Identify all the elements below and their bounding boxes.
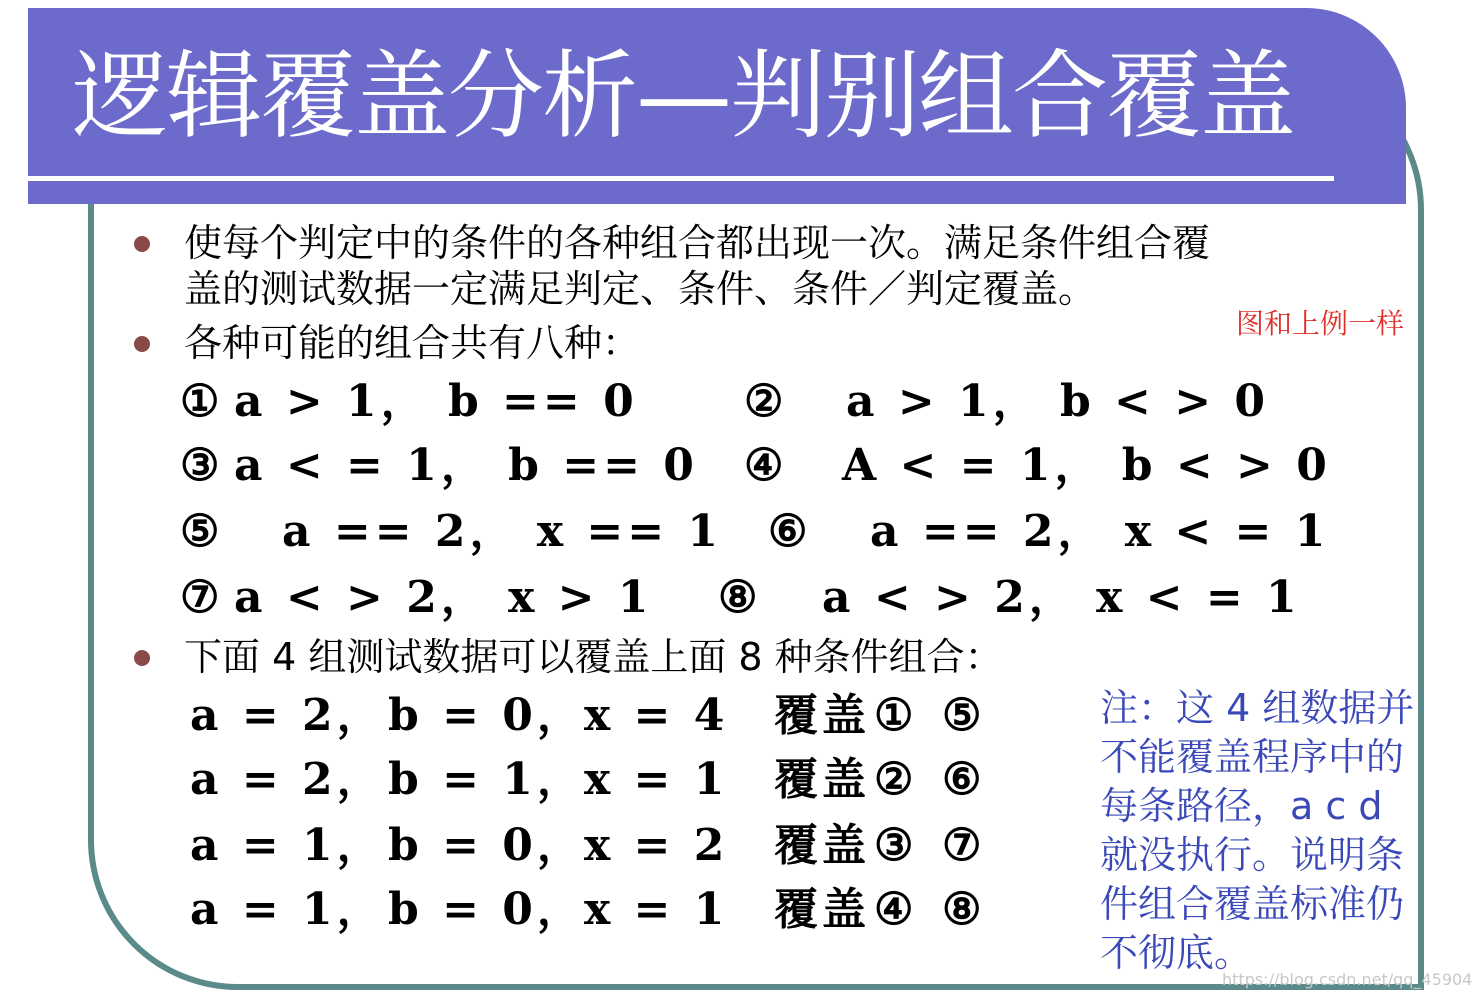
title-divider: [28, 176, 1334, 181]
combination-8-num: ⑧: [718, 572, 762, 623]
bullet-3-text: 下面 4 组测试数据可以覆盖上面 8 种条件组合：: [184, 635, 1003, 679]
blue-note-line-1: 注：这 4 组数据并: [1100, 686, 1415, 730]
test-row-2-a: a = 2，: [190, 754, 385, 805]
combination-1-expr: a > 1， b == 0: [234, 376, 638, 427]
bullet-dot: [134, 236, 150, 252]
test-row-3-a: a = 1，: [190, 820, 385, 871]
blue-note-line-2: 不能覆盖程序中的: [1100, 735, 1405, 779]
test-row-2-c2: ⑥: [942, 754, 986, 805]
combination-5-expr: a == 2， x == 1: [282, 506, 723, 557]
combination-4-num: ④: [744, 440, 788, 491]
title-bar: [28, 8, 1406, 204]
test-row-2-c1: ②: [874, 754, 918, 805]
test-row-3-c2: ⑦: [942, 820, 986, 871]
bullet-2-text: 各种可能的组合共有八种：: [184, 321, 641, 365]
test-row-1-b: b = 0，: [388, 690, 585, 741]
bullet-1-line-1: 使每个判定中的条件的各种组合都出现一次。满足条件组合覆: [184, 221, 1211, 265]
combination-2-expr: a > 1， b < > 0: [846, 376, 1270, 427]
test-row-2-b: b = 1，: [388, 754, 585, 805]
red-annotation: 图和上例一样: [1236, 307, 1405, 340]
test-row-2-x: x = 1: [584, 754, 729, 805]
test-row-1-x: x = 4: [584, 690, 729, 741]
combination-1-num: ①: [180, 376, 224, 427]
blue-note-line-5: 件组合覆盖标准仍: [1100, 882, 1405, 926]
combination-7-expr: a < > 2， x > 1: [234, 572, 653, 623]
combination-8-expr: a < > 2， x < = 1: [822, 572, 1301, 623]
combination-3-expr: a < = 1， b == 0: [234, 440, 698, 491]
test-row-3-cover: 覆盖: [774, 820, 870, 871]
bullet-1-line-2: 盖的测试数据一定满足判定、条件、条件／判定覆盖。: [184, 267, 1097, 311]
test-row-4-b: b = 0，: [388, 884, 585, 935]
test-row-4-a: a = 1，: [190, 884, 385, 935]
test-row-4-c1: ④: [874, 884, 918, 935]
combination-5-num: ⑤: [180, 506, 224, 557]
combination-6-expr: a == 2， x < = 1: [870, 506, 1330, 557]
test-row-3-b: b = 0，: [388, 820, 585, 871]
combination-4-expr: A < = 1， b < > 0: [842, 440, 1331, 491]
combination-6-num: ⑥: [768, 506, 812, 557]
test-row-4-cover: 覆盖: [774, 884, 870, 935]
bullet-dot: [134, 336, 150, 352]
test-row-3-x: x = 2: [584, 820, 729, 871]
slide-title: 逻辑覆盖分析—判别组合覆盖: [72, 40, 1294, 152]
test-row-4-x: x = 1: [584, 884, 729, 935]
watermark: https://blog.csdn.net/qq_45904: [1222, 970, 1473, 989]
test-row-3-c1: ③: [874, 820, 918, 871]
test-row-1-c2: ⑤: [942, 690, 986, 741]
combination-3-num: ③: [180, 440, 224, 491]
test-row-1-cover: 覆盖: [774, 690, 870, 741]
test-row-4-c2: ⑧: [942, 884, 986, 935]
blue-note: [1100, 684, 1430, 978]
blue-note-line-3: 每条路径，a c d: [1100, 784, 1383, 828]
test-row-1-a: a = 2，: [190, 690, 385, 741]
test-row-2-cover: 覆盖: [774, 754, 870, 805]
combination-2-num: ②: [744, 376, 788, 427]
blue-note-line-6: 不彻底。: [1100, 931, 1253, 975]
combination-7-num: ⑦: [180, 572, 224, 623]
blue-note-line-4: 就没执行。说明条: [1100, 833, 1405, 877]
test-row-1-c1: ①: [874, 690, 918, 741]
bullet-dot: [134, 650, 150, 666]
